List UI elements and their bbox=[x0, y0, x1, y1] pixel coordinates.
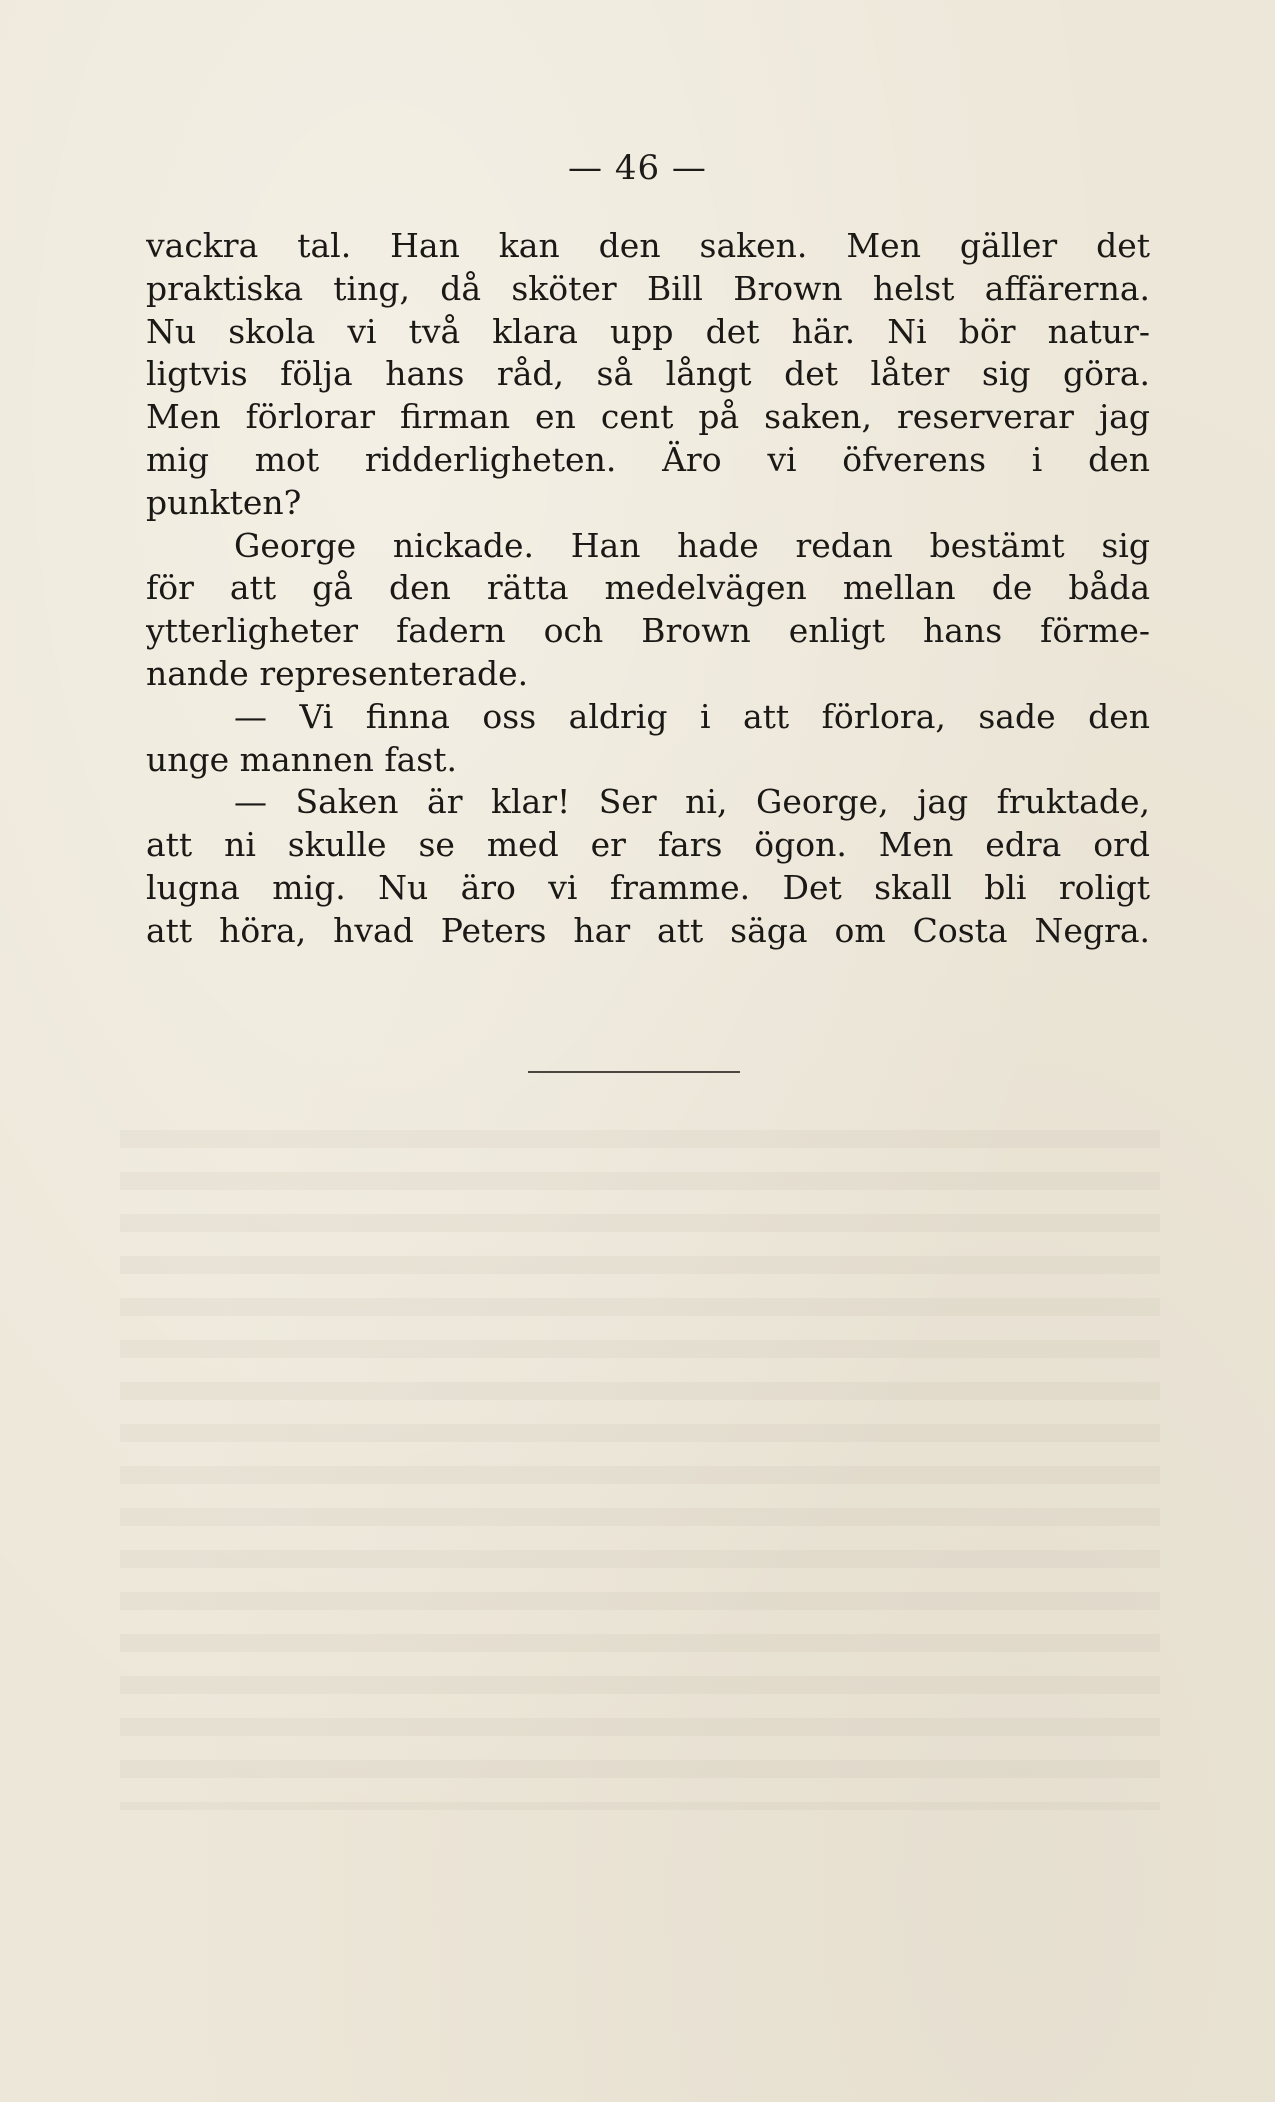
text-line: unge mannen fast. bbox=[146, 739, 457, 779]
body-text bbox=[146, 225, 1150, 953]
page-number: — 46 — bbox=[568, 148, 707, 188]
text-line: för att gå den rätta medelvägen mellan de båda bbox=[146, 568, 1150, 608]
text-line: Men förlorar firman en cent på saken, reserverar jag bbox=[146, 397, 1150, 437]
text-line: — Vi finna oss aldrig i att förlora, sade den bbox=[234, 696, 1150, 736]
text-line: att ni skulle se med er fars ögon. Men edra ord bbox=[146, 825, 1150, 865]
text-line: George nickade. Han hade redan bestämt sig bbox=[234, 525, 1150, 565]
text-line: punkten? bbox=[146, 482, 302, 522]
text-line: ligtvis följa hans råd, så långt det låter sig göra. bbox=[146, 354, 1150, 394]
text-line: mig mot ridderligheten. Äro vi öfverens i den bbox=[146, 439, 1150, 479]
text-line: vackra tal. Han kan den saken. Men gäller det bbox=[146, 226, 1150, 265]
show-through-texture bbox=[120, 1130, 1160, 1810]
text-line: nande representerade. bbox=[146, 653, 529, 693]
text-line: ytterligheter fadern och Brown enligt hans förme- bbox=[146, 611, 1150, 651]
section-divider bbox=[528, 1071, 740, 1073]
text-line: Nu skola vi två klara upp det här. Ni bör natur- bbox=[146, 311, 1150, 351]
text-line: — Saken är klar! Ser ni, George, jag fruktade, bbox=[234, 782, 1150, 822]
text-line: lugna mig. Nu äro vi framme. Det skall bli roligt bbox=[146, 867, 1150, 907]
text-line: praktiska ting, då sköter Bill Brown helst affärerna. bbox=[146, 268, 1150, 308]
text-line: att höra, hvad Peters har att säga om Costa Negra. bbox=[146, 910, 1150, 950]
